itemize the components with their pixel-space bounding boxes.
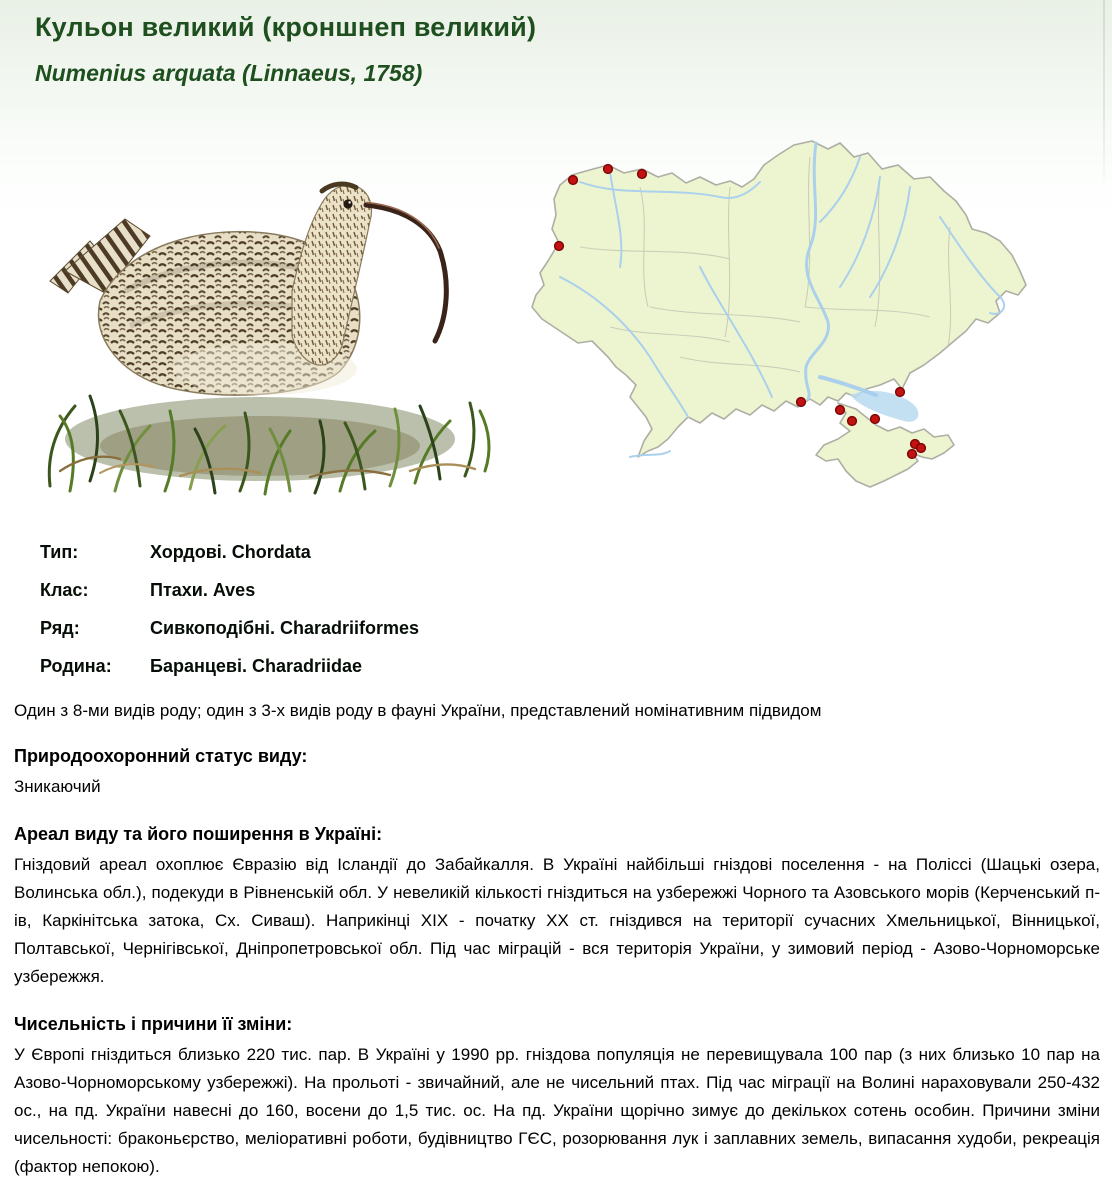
- scientific-name: Numenius arquata (Linnaeus, 1758): [35, 60, 423, 86]
- section-text: Гніздовий ареал охоплює Євразію від Ісландії до Забайкалля. В Україні найбільші гніздові поселення - на Поліссі (Шацькі озера, Волинська обл.), подекуди в Рівненській обл. У невеликій кількості гніздиться на узбережжі Чорного та Азовського морів (Керченський п-ів, Каркінітська затока, Сх. Сиваш). Наприкінці XIX - початку XX ст. гніздився на території сучасних Хмельницької, Вінницької, Полтавської, Чернігівської, Дніпропетровської обл. Під час міграцій - вся територія України, у зимовий період - Азово-Чорноморське узбережжя.: [14, 855, 1100, 986]
- record-dot: [908, 450, 917, 459]
- section-heading: Природоохоронний статус виду:: [14, 746, 308, 766]
- media-row: [0, 129, 1112, 509]
- taxonomy-table: [40, 533, 419, 685]
- record-dot: [797, 398, 806, 407]
- bird-illustration: [30, 141, 510, 501]
- record-dot: [871, 415, 880, 424]
- record-dot: [555, 242, 564, 251]
- taxonomy-row: [40, 647, 419, 685]
- record-dot: [848, 417, 857, 426]
- section-text: У Європі гніздиться близько 220 тис. пар. В Україні у 1990 рр. гніздова популяція не перевищувала 100 пар (з них близько 10 пар на Азово-Чорноморському узбережжі). На прольоті - звичайний, але не чисельний птах. Під час міграції на Волині нараховували 250-432 ос., на пд. України навесні до 160, восени до 1,5 тис. ос. На пд. України щорічно зимує до декількох сотень особин. Причини зміни чисельності: браконьєрство, меліоративні роботи, будівництво ГЄС, розорювання лук і заплавних земель, випасання худоби, рекреація (фактор непокою).: [14, 1045, 1100, 1176]
- record-dot: [638, 170, 647, 179]
- taxonomy-row: [40, 609, 419, 647]
- distribution-map: [520, 127, 1112, 509]
- taxonomy-rank-label: Ряд:: [40, 617, 80, 638]
- record-dot: [604, 165, 613, 174]
- text-sections: [0, 744, 1112, 1181]
- section-heading: Ареал виду та його поширення в Україні:: [14, 824, 383, 844]
- taxonomy-rank-label: Клас:: [40, 579, 89, 600]
- page-title: Кульон великий (кроншнеп великий): [35, 12, 537, 42]
- taxonomy-rank-value: Птахи. Aves: [150, 579, 256, 600]
- taxonomy-rank-label: Тип:: [40, 541, 79, 562]
- ukraine-map: [520, 127, 1112, 509]
- taxonomy-row: [40, 533, 419, 571]
- section-heading: Чисельність і причини її зміни:: [14, 1014, 293, 1034]
- intro-text: Один з 8-ми видів роду; один з 3-х видів роду в фауні України, представлений номінативним підвидом: [14, 701, 822, 720]
- section-text: Зникаючий: [14, 777, 101, 796]
- taxonomy-rank-value: Баранцеві. Charadriidae: [150, 655, 363, 676]
- taxonomy-row: [40, 571, 419, 609]
- taxonomy-rank-label: Родина:: [40, 655, 112, 676]
- record-dot: [896, 388, 905, 397]
- taxonomy-rank-value: Хордові. Chordata: [150, 541, 311, 562]
- curlew-drawing: [30, 141, 510, 501]
- record-dot: [836, 406, 845, 415]
- taxonomy-rank-value: Сивкоподібні. Charadriiformes: [150, 617, 419, 638]
- record-dot: [569, 176, 578, 185]
- record-dot: [917, 444, 926, 453]
